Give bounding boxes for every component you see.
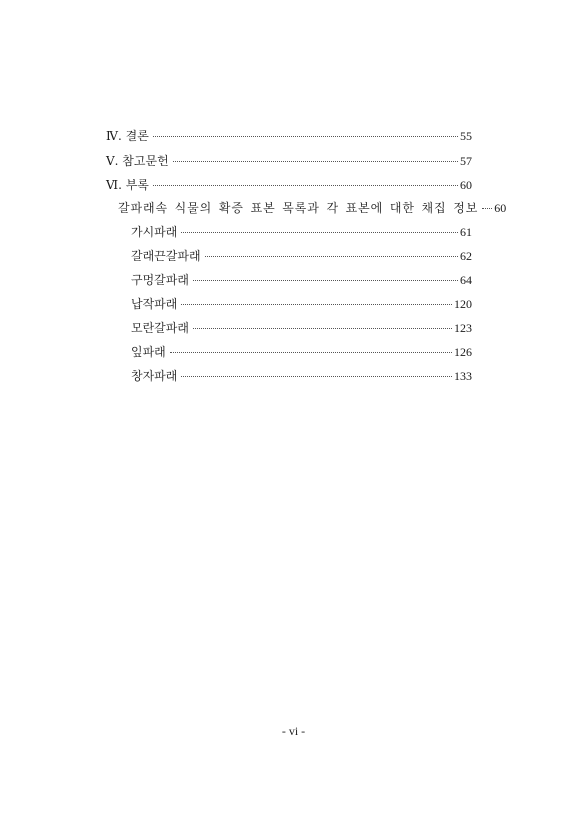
toc-entry-page: 123: [454, 321, 472, 335]
toc-dot-leader: [181, 304, 452, 305]
toc-entry-page: 62: [460, 249, 472, 263]
toc-entry-page: 60: [460, 178, 472, 192]
toc-entry-page: 120: [454, 297, 472, 311]
page-number-footer: - vi -: [281, 724, 306, 738]
toc-dot-leader: [170, 352, 452, 353]
toc-dot-leader: [193, 328, 452, 329]
toc-entry-title: 모란갈파래: [131, 321, 189, 335]
toc-entry-page: 60: [494, 201, 507, 215]
toc-entry-title: Ⅵ. 부록: [106, 178, 149, 192]
toc-entry-species[interactable]: [131, 318, 472, 338]
toc-entry-title: Ⅴ. 참고문헌: [106, 154, 169, 168]
toc-entry-species[interactable]: [131, 366, 472, 386]
toc-dot-leader: [173, 161, 458, 162]
toc-entry-title: 갈파래속 식물의 확증 표본 목록과 각 표본에 대한 채집 정보: [118, 201, 479, 215]
toc-entry-species[interactable]: [131, 294, 472, 314]
toc-entry-title: 갈래끈갈파래: [131, 249, 201, 263]
toc-entry-species[interactable]: [131, 270, 472, 290]
toc-entry-page: 133: [454, 369, 472, 383]
toc-entry-conclusion[interactable]: [106, 126, 472, 146]
toc-dot-leader: [181, 376, 452, 377]
toc-entry-page: 126: [454, 345, 472, 359]
toc-entry-title: 잎파래: [131, 345, 166, 359]
toc-entry-title: 구멍갈파래: [131, 273, 189, 287]
toc-dot-leader: [482, 208, 492, 209]
toc-entry-title: Ⅳ. 결론: [106, 129, 149, 143]
toc-dot-leader: [205, 256, 458, 257]
toc-entry-specimen-list[interactable]: [118, 198, 507, 218]
toc-dot-leader: [153, 185, 458, 186]
toc-entry-species[interactable]: [131, 222, 472, 242]
toc-entry-appendix[interactable]: [106, 175, 472, 195]
toc-dot-leader: [153, 136, 458, 137]
toc-entry-page: 57: [460, 154, 472, 168]
toc-entry-page: 61: [460, 225, 472, 239]
toc-entry-species[interactable]: [131, 342, 472, 362]
toc-entry-title: 납작파래: [131, 297, 178, 311]
toc-entry-title: 창자파래: [131, 369, 178, 383]
toc-dot-leader: [181, 232, 458, 233]
toc-entry-title: 가시파래: [131, 225, 178, 239]
toc-entry-references[interactable]: [106, 151, 472, 171]
toc-entry-page: 55: [460, 129, 472, 143]
toc-entry-page: 64: [460, 273, 472, 287]
toc-dot-leader: [193, 280, 458, 281]
toc-entry-species[interactable]: [131, 246, 472, 266]
